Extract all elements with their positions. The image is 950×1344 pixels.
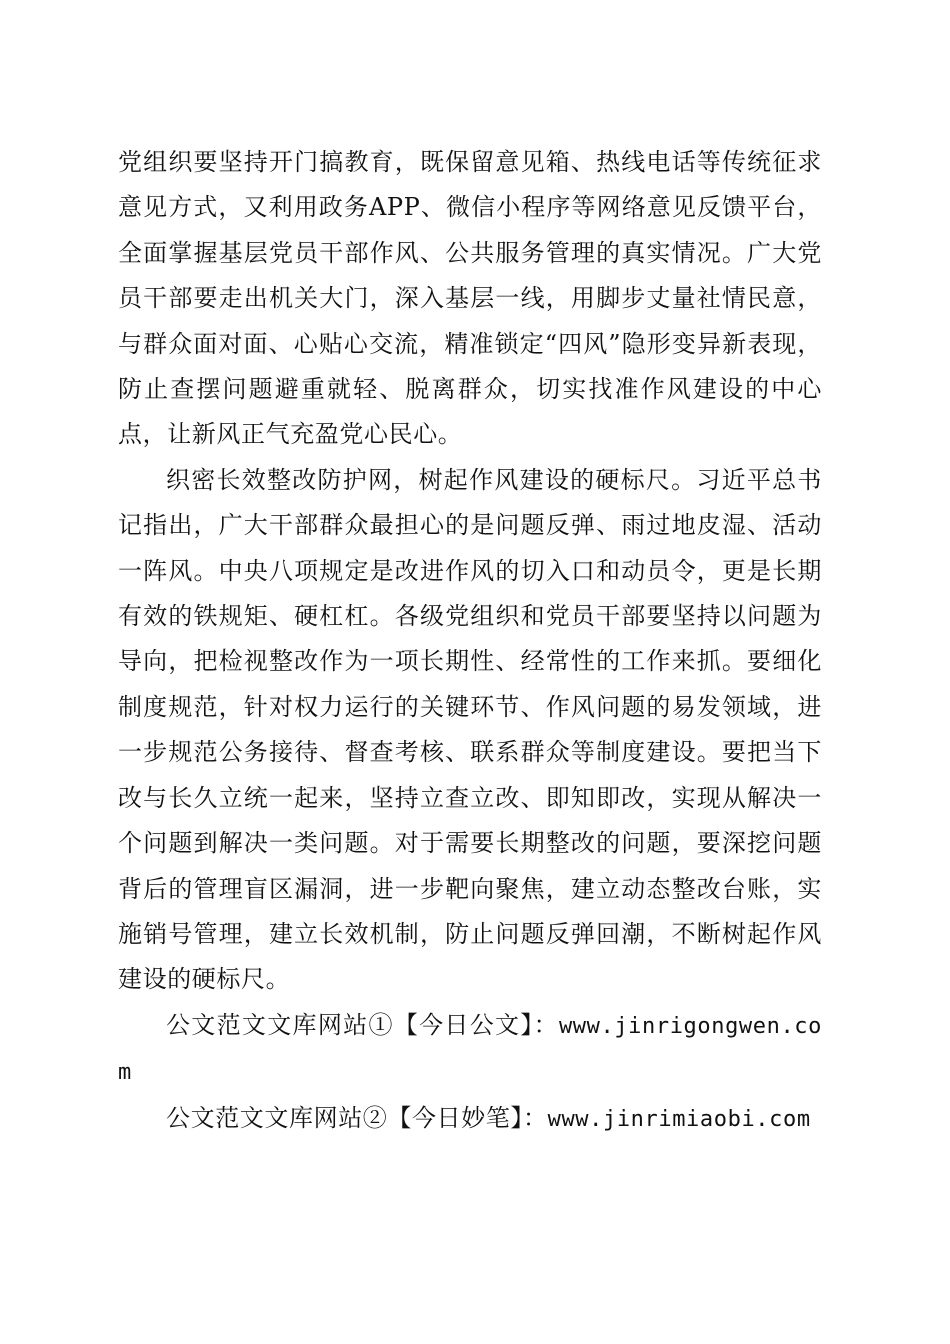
body-paragraph-1: 党组织要坚持开门搞教育，既保留意见箱、热线电话等传统征求意见方式，又利用政务APP、微信小程序等网络意见反馈平台，全面掌握基层党员干部作风、公共服务管理的真实情况。广大党员干部要走出机关大门，深入基层一线，用脚步丈量社情民意，与群众面对面、心贴心交流，精准锁定“四风”隐形变异新表现，防止查摆问题避重就轻、脱离群众，切实找准作风建设的中心点，让新风正气充盈党心民心。 bbox=[118, 148, 822, 449]
site-link-url-2[interactable]: www.jinrimiaobi.com bbox=[547, 1106, 811, 1132]
site-link-line-1 bbox=[118, 1003, 822, 1096]
site-link-label-2: 公文范文文库网站②【今日妙笔】： bbox=[166, 1103, 548, 1132]
site-link-line-2 bbox=[118, 1096, 822, 1142]
document-page bbox=[118, 140, 822, 1142]
body-paragraph-2: 织密长效整改防护网，树起作风建设的硬标尺。习近平总书记指出，广大干部群众最担心的是问题反弹、雨过地皮湿、活动一阵风。中央八项规定是改进作风的切入口和动员令，更是长期有效的铁规矩、硬杠杠。各级党组织和党员干部要坚持以问题为导向，把检视整改作为一项长期性、经常性的工作来抓。要细化制度规范，针对权力运行的关键环节、作风问题的易发领域，进一步规范公务接待、督查考核、联系群众等制度建设。要把当下改与长久立统一起来，坚持立查立改、即知即改，实现从解决一个问题到解决一类问题。对于需要长期整改的问题，要深挖问题背后的管理盲区漏洞，进一步靶向聚焦，建立动态整改台账，实施销号管理，建立长效机制，防止问题反弹回潮，不断树起作风建设的硬标尺。 bbox=[118, 465, 822, 994]
site-link-url-1[interactable]: www.jinrigongwen.com bbox=[118, 1013, 822, 1086]
site-link-label-1: 公文范文文库网站①【今日公文】： bbox=[166, 1010, 559, 1039]
